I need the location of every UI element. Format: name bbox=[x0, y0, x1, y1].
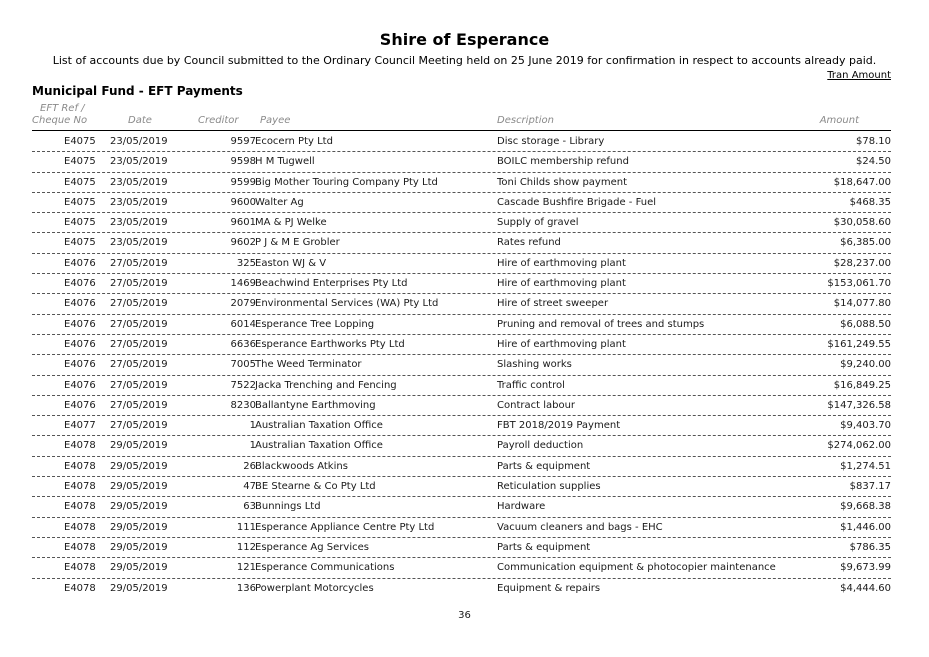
table-row bbox=[32, 254, 891, 274]
cell-date: 29/05/2019 bbox=[110, 501, 168, 513]
cell-amount: $147,326.58 bbox=[827, 399, 891, 411]
cell-ref: E4078 bbox=[64, 481, 96, 493]
table-row bbox=[32, 376, 891, 396]
cell-payee: H M Tugwell bbox=[255, 156, 315, 168]
cell-description: Supply of gravel bbox=[497, 217, 579, 229]
cell-ref: E4078 bbox=[64, 541, 96, 553]
cell-payee: Esperance Tree Lopping bbox=[255, 318, 375, 330]
cell-creditor: 112 bbox=[236, 541, 256, 553]
tran-amount-link[interactable]: Tran Amount bbox=[827, 70, 891, 81]
cell-ref: E4078 bbox=[64, 460, 96, 472]
cell-date: 27/05/2019 bbox=[110, 399, 168, 411]
column-header-ref-line1: EFT Ref / bbox=[40, 103, 85, 114]
cell-date: 27/05/2019 bbox=[110, 359, 168, 371]
cell-ref: E4076 bbox=[64, 257, 96, 269]
cell-creditor: 7522 bbox=[230, 379, 256, 391]
cell-date: 29/05/2019 bbox=[110, 521, 168, 533]
cell-creditor: 63 bbox=[243, 501, 256, 513]
table-row bbox=[32, 294, 891, 314]
cell-creditor: 9601 bbox=[230, 217, 256, 229]
cell-description: Parts & equipment bbox=[497, 460, 591, 472]
cell-description: Toni Childs show payment bbox=[497, 176, 628, 188]
cell-ref: E4078 bbox=[64, 440, 96, 452]
cell-ref: E4078 bbox=[64, 501, 96, 513]
cell-payee: Bunnings Ltd bbox=[255, 501, 321, 513]
cell-description: Equipment & repairs bbox=[497, 582, 601, 594]
cell-description: Payroll deduction bbox=[497, 440, 584, 452]
cell-creditor: 7005 bbox=[230, 359, 256, 371]
cell-description: Pruning and removal of trees and stumps bbox=[497, 318, 705, 330]
column-header-ref-line2: Cheque No bbox=[32, 115, 88, 126]
page-title: Shire of Esperance bbox=[379, 30, 550, 49]
cell-date: 29/05/2019 bbox=[110, 460, 168, 472]
cell-amount: $9,240.00 bbox=[840, 359, 891, 371]
cell-amount: $6,385.00 bbox=[840, 237, 891, 249]
cell-description: FBT 2018/2019 Payment bbox=[497, 420, 621, 432]
cell-date: 27/05/2019 bbox=[110, 257, 168, 269]
cell-date: 27/05/2019 bbox=[110, 318, 168, 330]
cell-ref: E4076 bbox=[64, 399, 96, 411]
column-header-creditor: Creditor bbox=[198, 115, 239, 126]
cell-description: Cascade Bushfire Brigade - Fuel bbox=[497, 196, 657, 208]
cell-ref: E4076 bbox=[64, 298, 96, 310]
cell-amount: $786.35 bbox=[849, 541, 891, 553]
cell-amount: $6,088.50 bbox=[840, 318, 891, 330]
cell-ref: E4078 bbox=[64, 521, 96, 533]
cell-amount: $9,403.70 bbox=[840, 420, 891, 432]
table-row bbox=[32, 579, 891, 598]
table-row bbox=[32, 416, 891, 436]
cell-payee: Esperance Earthworks Pty Ltd bbox=[255, 338, 405, 350]
cell-creditor: 9597 bbox=[230, 136, 256, 147]
cell-date: 29/05/2019 bbox=[110, 481, 168, 493]
table-row bbox=[32, 173, 891, 193]
cell-description: Contract labour bbox=[497, 399, 576, 411]
cell-date: 27/05/2019 bbox=[110, 420, 168, 432]
cell-date: 23/05/2019 bbox=[110, 176, 168, 188]
cell-payee: Easton WJ & V bbox=[255, 257, 327, 269]
cell-payee: Australian Taxation Office bbox=[255, 440, 383, 452]
column-header-date: Date bbox=[128, 115, 152, 126]
table-header bbox=[32, 103, 891, 129]
cell-date: 29/05/2019 bbox=[110, 562, 168, 574]
cell-amount: $18,647.00 bbox=[833, 176, 891, 188]
cell-ref: E4075 bbox=[64, 196, 96, 208]
cell-ref: E4078 bbox=[64, 562, 96, 574]
table-row bbox=[32, 233, 891, 253]
table-row bbox=[32, 193, 891, 213]
cell-creditor: 26 bbox=[243, 460, 256, 472]
cell-payee: Australian Taxation Office bbox=[255, 420, 383, 432]
cell-payee: Esperance Ag Services bbox=[255, 541, 369, 553]
column-header-description: Description bbox=[497, 115, 554, 126]
page-subtitle: List of accounts due by Council submitted to the Ordinary Council Meeting held on 25 June 2019 for confirmation in respect to accounts already paid. bbox=[52, 54, 877, 67]
cell-creditor: 9599 bbox=[230, 176, 256, 188]
cell-description: BOILC membership refund bbox=[497, 156, 629, 168]
cell-ref: E4076 bbox=[64, 379, 96, 391]
cell-amount: $161,249.55 bbox=[827, 338, 891, 350]
cell-description: Hire of earthmoving plant bbox=[497, 338, 626, 350]
table-row bbox=[32, 355, 891, 375]
table-row bbox=[32, 538, 891, 558]
cell-ref: E4075 bbox=[64, 156, 96, 168]
cell-payee: P J & M E Grobler bbox=[255, 237, 340, 249]
cell-ref: E4076 bbox=[64, 278, 96, 290]
cell-description: Reticulation supplies bbox=[497, 481, 601, 493]
cell-creditor: 6636 bbox=[230, 338, 256, 350]
column-header-payee: Payee bbox=[260, 115, 291, 126]
section-title: Municipal Fund - EFT Payments bbox=[32, 84, 243, 98]
cell-creditor: 111 bbox=[236, 521, 256, 533]
cell-creditor: 8230 bbox=[230, 399, 256, 411]
cell-payee: Esperance Appliance Centre Pty Ltd bbox=[255, 521, 435, 533]
cell-creditor: 1 bbox=[249, 440, 256, 452]
page-number: 36 bbox=[458, 610, 471, 621]
cell-creditor: 9598 bbox=[230, 156, 256, 168]
cell-ref: E4075 bbox=[64, 176, 96, 188]
cell-payee: Environmental Services (WA) Pty Ltd bbox=[255, 298, 439, 310]
cell-date: 27/05/2019 bbox=[110, 298, 168, 310]
cell-description: Disc storage - Library bbox=[497, 136, 605, 147]
cell-amount: $153,061.70 bbox=[827, 278, 891, 290]
cell-creditor: 2079 bbox=[230, 298, 256, 310]
cell-description: Vacuum cleaners and bags - EHC bbox=[497, 521, 663, 533]
cell-payee: Ballantyne Earthmoving bbox=[255, 399, 376, 411]
table-row bbox=[32, 132, 891, 152]
cell-payee: BE Stearne & Co Pty Ltd bbox=[255, 481, 376, 493]
cell-creditor: 9602 bbox=[230, 237, 256, 249]
cell-ref: E4077 bbox=[64, 420, 96, 432]
cell-payee: Esperance Communications bbox=[255, 562, 395, 574]
table-row bbox=[32, 497, 891, 517]
cell-date: 27/05/2019 bbox=[110, 379, 168, 391]
column-header-amount: Amount bbox=[819, 115, 859, 126]
cell-creditor: 9600 bbox=[230, 196, 256, 208]
cell-date: 29/05/2019 bbox=[110, 440, 168, 452]
cell-creditor: 47 bbox=[243, 481, 256, 493]
cell-amount: $14,077.80 bbox=[833, 298, 891, 310]
cell-description: Hardware bbox=[497, 501, 546, 513]
cell-creditor: 121 bbox=[236, 562, 256, 574]
cell-amount: $468.35 bbox=[849, 196, 891, 208]
cell-description: Hire of earthmoving plant bbox=[497, 278, 626, 290]
cell-amount: $28,237.00 bbox=[833, 257, 891, 269]
table-row bbox=[32, 477, 891, 497]
table-row bbox=[32, 335, 891, 355]
cell-description: Parts & equipment bbox=[497, 541, 591, 553]
cell-ref: E4076 bbox=[64, 338, 96, 350]
cell-ref: E4075 bbox=[64, 136, 96, 147]
cell-amount: $9,668.38 bbox=[840, 501, 891, 513]
cell-description: Traffic control bbox=[497, 379, 565, 391]
cell-ref: E4078 bbox=[64, 582, 96, 594]
cell-date: 27/05/2019 bbox=[110, 338, 168, 350]
cell-amount: $274,062.00 bbox=[827, 440, 891, 452]
cell-date: 23/05/2019 bbox=[110, 156, 168, 168]
cell-payee: Big Mother Touring Company Pty Ltd bbox=[255, 176, 438, 188]
table-row bbox=[32, 315, 891, 335]
cell-date: 27/05/2019 bbox=[110, 278, 168, 290]
cell-description: Hire of street sweeper bbox=[497, 298, 609, 310]
cell-creditor: 325 bbox=[236, 257, 256, 269]
cell-payee: Beachwind Enterprises Pty Ltd bbox=[255, 278, 408, 290]
cell-creditor: 1 bbox=[249, 420, 256, 432]
cell-date: 23/05/2019 bbox=[110, 196, 168, 208]
cell-amount: $1,274.51 bbox=[840, 460, 891, 472]
cell-ref: E4076 bbox=[64, 318, 96, 330]
cell-payee: Powerplant Motorcycles bbox=[255, 582, 374, 594]
cell-amount: $4,444.60 bbox=[840, 582, 891, 594]
cell-ref: E4076 bbox=[64, 359, 96, 371]
cell-date: 23/05/2019 bbox=[110, 136, 168, 147]
cell-amount: $24.50 bbox=[856, 156, 891, 168]
cell-payee: Jacka Trenching and Fencing bbox=[255, 379, 397, 391]
cell-description: Hire of earthmoving plant bbox=[497, 257, 626, 269]
cell-date: 29/05/2019 bbox=[110, 541, 168, 553]
cell-ref: E4075 bbox=[64, 217, 96, 229]
cell-description: Rates refund bbox=[497, 237, 561, 249]
cell-creditor: 6014 bbox=[230, 318, 256, 330]
cell-amount: $16,849.25 bbox=[833, 379, 891, 391]
table-row bbox=[32, 152, 891, 172]
table-row bbox=[32, 436, 891, 456]
header-divider bbox=[32, 130, 891, 131]
cell-creditor: 1469 bbox=[230, 278, 256, 290]
cell-amount: $1,446.00 bbox=[840, 521, 891, 533]
cell-amount: $78.10 bbox=[856, 136, 891, 147]
cell-description: Slashing works bbox=[497, 359, 572, 371]
table-row bbox=[32, 274, 891, 294]
table-row bbox=[32, 396, 891, 416]
payments-table bbox=[32, 132, 891, 598]
cell-amount: $30,058.60 bbox=[833, 217, 891, 229]
cell-date: 29/05/2019 bbox=[110, 582, 168, 594]
table-row bbox=[32, 213, 891, 233]
cell-description: Communication equipment & photocopier maintenance bbox=[497, 562, 776, 574]
table-row bbox=[32, 558, 891, 578]
cell-date: 23/05/2019 bbox=[110, 217, 168, 229]
cell-amount: $837.17 bbox=[849, 481, 891, 493]
cell-ref: E4075 bbox=[64, 237, 96, 249]
table-row bbox=[32, 457, 891, 477]
cell-amount: $9,673.99 bbox=[840, 562, 891, 574]
cell-payee: MA & PJ Welke bbox=[255, 217, 327, 229]
cell-creditor: 136 bbox=[236, 582, 256, 594]
table-row bbox=[32, 518, 891, 538]
cell-payee: The Weed Terminator bbox=[255, 359, 362, 371]
cell-payee: Ecocern Pty Ltd bbox=[255, 136, 333, 147]
cell-date: 23/05/2019 bbox=[110, 237, 168, 249]
cell-payee: Walter Ag bbox=[255, 196, 304, 208]
cell-payee: Blackwoods Atkins bbox=[255, 460, 348, 472]
